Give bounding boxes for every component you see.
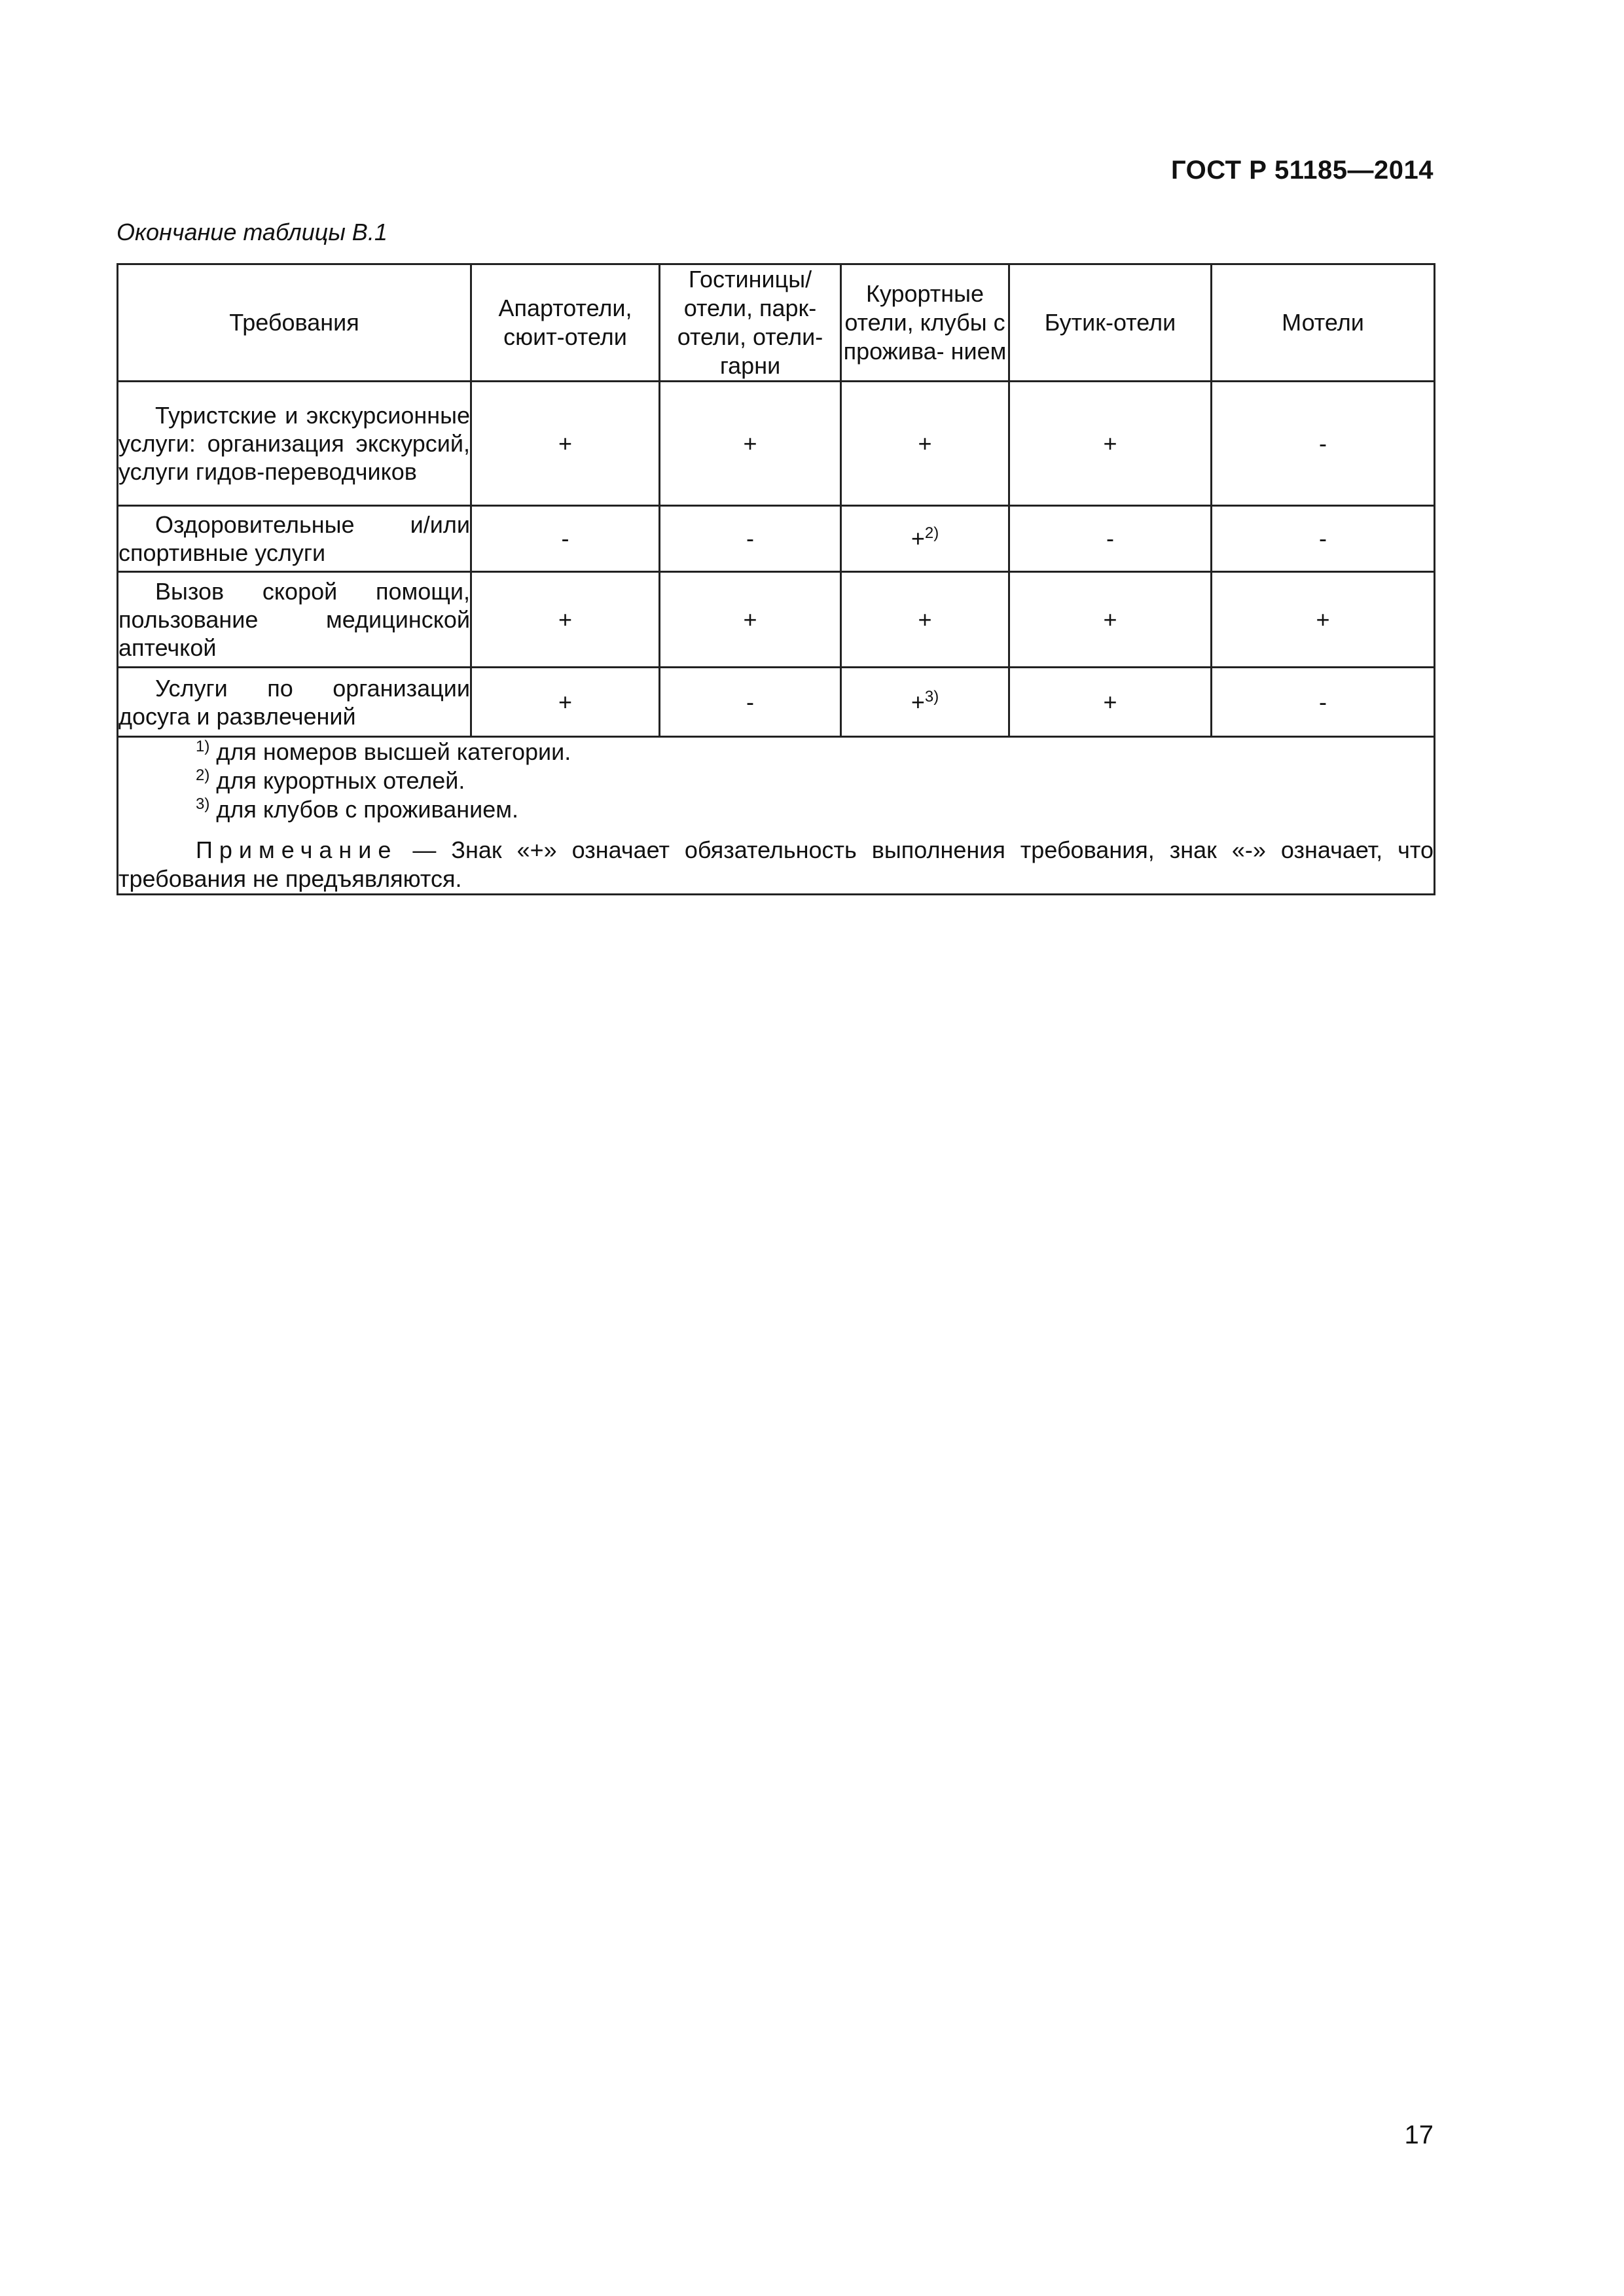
value-cell: + — [1009, 668, 1212, 737]
value-cell: - — [1212, 382, 1435, 506]
footnote-ref: 2) — [924, 524, 939, 542]
requirement-cell: Туристские и экскурсионные услуги: организация экскурсий, услуги гидов-переводчиков — [118, 382, 471, 506]
footnote: $^{1)}$ для номеров высшей категории. — [196, 738, 571, 765]
note-text: — Знак «+» означает обязательность выполнения требования, знак «-» означает, что требования не предъявляются. — [118, 836, 1434, 892]
value-cell: + — [471, 668, 660, 737]
value-cell: + — [471, 382, 660, 506]
value-cell: - — [1212, 506, 1435, 572]
column-header: Курортные отели, клубы с прожива- нием — [841, 264, 1009, 382]
document-code: ГОСТ Р 51185—2014 — [1171, 156, 1434, 185]
requirement-cell: Вызов скорой помощи, пользование медицинской аптечкой — [118, 572, 471, 668]
column-header: Требования — [118, 264, 471, 382]
notes-row — [118, 737, 1435, 895]
value-cell: + — [1009, 572, 1212, 668]
footnote: $^{2)}$ для курортных отелей. — [196, 766, 465, 794]
note-label: Примечание — [196, 836, 398, 863]
table-row — [118, 572, 1435, 668]
page-number: 17 — [1404, 2121, 1434, 2149]
value-cell: + — [660, 572, 841, 668]
value-cell: + — [841, 572, 1009, 668]
column-header: Апартотели, сюит-отели — [471, 264, 660, 382]
value-cell: - — [471, 506, 660, 572]
requirement-cell: Услуги по организации досуга и развлечений — [118, 668, 471, 737]
footnote: $^{3)}$ для клубов с проживанием. — [196, 795, 519, 823]
column-header: Бутик-отели — [1009, 264, 1212, 382]
table-row — [118, 668, 1435, 737]
table-row — [118, 506, 1435, 572]
value-cell: + — [841, 382, 1009, 506]
value-cell: + — [471, 572, 660, 668]
table-row — [118, 382, 1435, 506]
value-cell: - — [1009, 506, 1212, 572]
requirement-cell: Оздоровительные и/или спортивные услуги — [118, 506, 471, 572]
value-cell: - — [660, 668, 841, 737]
value-cell: +$^{2)}$ — [841, 506, 1009, 572]
requirements-table — [117, 263, 1435, 895]
value-cell: + — [1009, 382, 1212, 506]
value-cell: +$^{3)}$ — [841, 668, 1009, 737]
value-cell: + — [660, 382, 841, 506]
value-cell: - — [1212, 668, 1435, 737]
notes-cell — [118, 737, 1435, 895]
table-note — [118, 836, 1434, 893]
column-header: Гостиницы/ отели, парк-отели, отели-гарни — [660, 264, 841, 382]
table-header-row — [118, 264, 1435, 382]
column-header: Мотели — [1212, 264, 1435, 382]
value-cell: + — [1212, 572, 1435, 668]
value-cell: - — [660, 506, 841, 572]
table-caption: Окончание таблицы В.1 — [117, 219, 388, 245]
footnote-ref: 3) — [924, 687, 939, 706]
